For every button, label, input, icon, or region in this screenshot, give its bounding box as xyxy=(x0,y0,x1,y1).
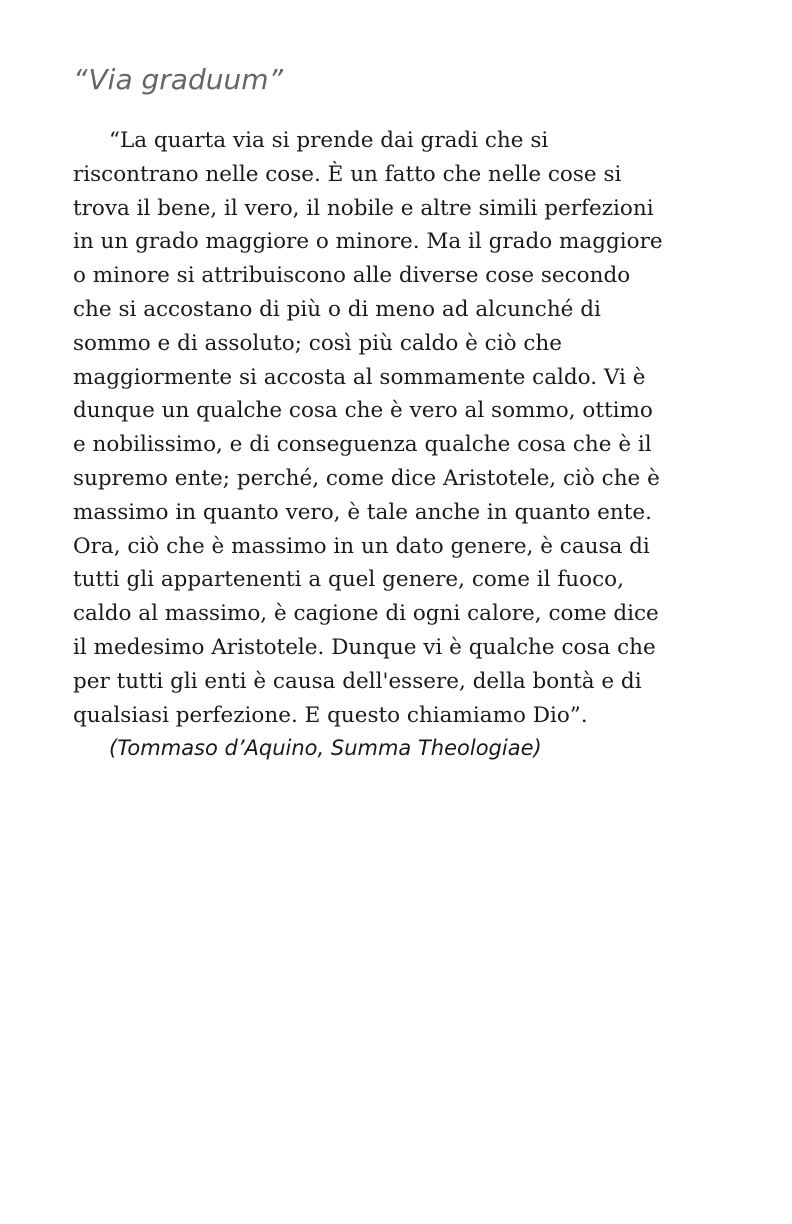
quote-line: riscontrano nelle cose. È un fatto che nelle cose si xyxy=(73,161,622,187)
quote-line: e nobilissimo, e di conseguenza qualche cosa che è il xyxy=(73,432,652,458)
quote-line: che si accostano di più o di meno ad alcunché di xyxy=(73,296,601,322)
quote-line: massimo in quanto vero, è tale anche in quanto ente. xyxy=(73,499,652,525)
quote-line: caldo al massimo, è cagione di ogni calore, come dice xyxy=(73,601,659,627)
quote-line: “La quarta via si prende dai gradi che si xyxy=(109,128,549,153)
quote-line: per tutti gli enti è causa dell'essere, della bontà e di xyxy=(73,668,642,694)
quote-line: maggiormente si accosta al sommamente caldo. Vi è xyxy=(73,364,646,390)
quote-paragraph xyxy=(73,124,733,766)
quote-line: Ora, ciò che è massimo in un dato genere, è causa di xyxy=(73,533,650,559)
quote-line: qualsiasi perfezione. E questo chiamiamo Dio”. xyxy=(73,702,588,728)
quote-line: o minore si attribuiscono alle diverse cose secondo xyxy=(73,263,631,289)
quote-line: in un grado maggiore o minore. Ma il grado maggiore xyxy=(73,229,663,255)
quote-line: sommo e di assoluto; così più caldo è ciò che xyxy=(73,330,562,356)
quote-line: dunque un qualche cosa che è vero al sommo, ottimo xyxy=(73,398,653,424)
citation: (Tommaso d’Aquino, Summa Theologiae) xyxy=(109,736,542,761)
section-title: “Via graduum” xyxy=(73,63,284,96)
quote-line: supremo ente; perché, come dice Aristotele, ciò che è xyxy=(73,465,660,491)
quote-line: il medesimo Aristotele. Dunque vi è qualche cosa che xyxy=(73,634,656,660)
quote-line: trova il bene, il vero, il nobile e altre simili perfezioni xyxy=(73,195,654,221)
quote-line: tutti gli appartenenti a quel genere, come il fuoco, xyxy=(73,567,624,593)
